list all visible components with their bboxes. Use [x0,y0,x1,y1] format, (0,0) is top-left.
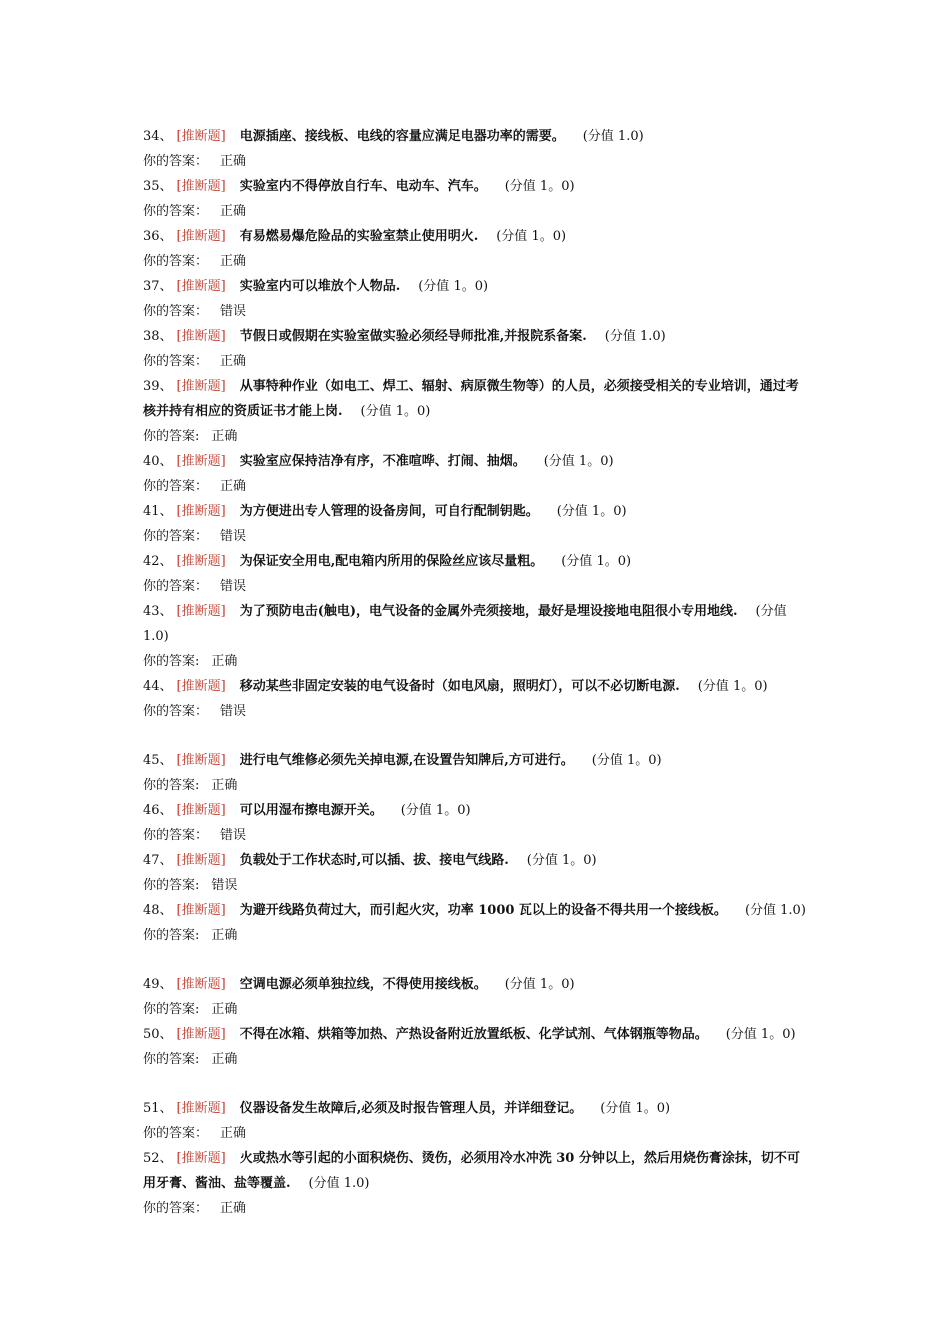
question-type-tag: [推断题] [176,753,226,768]
question-number: 40、 [143,454,173,469]
question-item [143,324,808,374]
question-score: (分值 1.0) [744,903,806,918]
question-type-tag: [推断题] [176,229,226,244]
question-type-tag: [推断题] [176,554,226,569]
question-score: (分值 1.0) [143,604,787,644]
answer-line [143,873,808,898]
question-number: 39、 [143,379,173,394]
answer-value: 正确 [211,1002,238,1017]
answer-value: 错误 [220,828,247,843]
question-number: 48、 [143,903,173,918]
question-score: (分值 1。0) [360,404,431,419]
answer-label: 你的答案： [143,1126,209,1141]
question-stem: 不得在冰箱、烘箱等加热、产热设备附近放置纸板、化学试剂、气体钢瓶等物品。 [239,1027,708,1042]
question-stem: 空调电源必须单独拉线，不得使用接线板。 [239,977,487,992]
question-line [143,1022,808,1047]
question-line [143,449,808,474]
question-stem: 可以用湿布擦电源开关。 [239,803,383,818]
answer-value: 错误 [220,704,247,719]
question-number: 42、 [143,554,173,569]
answer-value: 错误 [220,529,247,544]
question-item [143,224,808,274]
question-number: 50、 [143,1027,173,1042]
question-stem: 从事特种作业（如电工、焊工、辐射、病原微生物等）的人员，必须接受相关的专业培训，通过考核并持有相应的资质证书才能上岗. [143,379,799,419]
answer-label: 你的答案: [143,429,200,444]
question-type-tag: [推断题] [176,803,226,818]
question-number: 43、 [143,604,173,619]
answer-value: 正确 [220,1126,247,1141]
question-type-tag: [推断题] [176,903,226,918]
answer-value: 正确 [211,1052,238,1067]
question-score: (分值 1。0) [504,977,575,992]
question-score: (分值 1。0) [543,454,614,469]
answer-label: 你的答案: [143,928,200,943]
answer-value: 正确 [220,254,247,269]
question-stem: 为避开线路负荷过大，而引起火灾，功率 1000 瓦以上的设备不得共用一个接线板。 [239,903,727,918]
answer-line [143,524,808,549]
question-number: 46、 [143,803,173,818]
question-line [143,324,808,349]
question-number: 35、 [143,179,173,194]
question-score: (分值 1。0) [504,179,575,194]
question-line [143,374,808,424]
answer-line [143,1196,808,1221]
question-stem: 节假日或假期在实验室做实验必须经导师批准,并报院系备案. [239,329,587,344]
question-number: 38、 [143,329,173,344]
question-type-tag: [推断题] [176,179,226,194]
question-line [143,972,808,997]
question-item [143,848,808,898]
answer-label: 你的答案: [143,1002,200,1017]
question-line [143,124,808,149]
question-type-tag: [推断题] [176,454,226,469]
question-type-tag: [推断题] [176,129,226,144]
answer-value: 正确 [220,1201,247,1216]
answer-label: 你的答案： [143,479,209,494]
answer-label: 你的答案： [143,704,209,719]
question-type-tag: [推断题] [176,977,226,992]
answer-line [143,149,808,174]
question-score: (分值 1.0) [308,1176,370,1191]
question-number: 49、 [143,977,173,992]
question-line [143,549,808,574]
question-item [143,972,808,1022]
answer-value: 正确 [211,429,238,444]
question-score: (分值 1。0) [561,554,632,569]
question-stem: 移动某些非固定安装的电气设备时（如电风扇，照明灯），可以不必切断电源. [239,679,680,694]
question-number: 51、 [143,1101,173,1116]
answer-label: 你的答案： [143,1201,209,1216]
answer-label: 你的答案： [143,154,209,169]
question-line [143,748,808,773]
answer-value: 正确 [220,479,247,494]
answer-value: 错误 [211,878,238,893]
question-number: 45、 [143,753,173,768]
question-type-tag: [推断题] [176,504,226,519]
question-type-tag: [推断题] [176,279,226,294]
question-stem: 为方便进出专人管理的设备房间，可自行配制钥匙。 [239,504,539,519]
question-stem: 实验室内不得停放自行车、电动车、汽车。 [239,179,487,194]
question-item [143,748,808,798]
answer-line [143,1047,808,1072]
question-line [143,174,808,199]
answer-line [143,699,808,724]
answer-label: 你的答案: [143,1052,200,1067]
question-number: 36、 [143,229,173,244]
answer-line [143,923,808,948]
answer-line [143,773,808,798]
question-score: (分值 1。0) [600,1101,671,1116]
answer-line [143,299,808,324]
answer-line [143,1121,808,1146]
question-type-tag: [推断题] [176,1101,226,1116]
question-type-tag: [推断题] [176,604,226,619]
answer-value: 错误 [220,579,247,594]
question-stem: 实验室应保持洁净有序，不准喧哗、打闹、抽烟。 [239,454,526,469]
question-line [143,898,808,923]
question-stem: 进行电气维修必须先关掉电源,在设置告知牌后,方可进行。 [239,753,574,768]
question-line [143,674,808,699]
answer-label: 你的答案： [143,254,209,269]
question-line [143,274,808,299]
answer-line [143,199,808,224]
answer-label: 你的答案： [143,354,209,369]
question-stem: 电源插座、接线板、电线的容量应满足电器功率的需要。 [239,129,565,144]
question-stem: 实验室内可以堆放个人物品. [239,279,401,294]
question-line [143,1146,808,1196]
question-number: 37、 [143,279,173,294]
answer-value: 正确 [211,778,238,793]
question-score: (分值 1。0) [418,279,489,294]
answer-line [143,474,808,499]
answer-value: 错误 [220,304,247,319]
question-type-tag: [推断题] [176,379,226,394]
question-stem: 有易燃易爆危险品的实验室禁止使用明火. [239,229,479,244]
question-stem: 为保证安全用电,配电箱内所用的保险丝应该尽量粗。 [239,554,544,569]
question-item [143,798,808,848]
question-number: 44、 [143,679,173,694]
answer-line [143,424,808,449]
answer-value: 正确 [220,354,247,369]
question-score: (分值 1。0) [697,679,768,694]
answer-value: 正确 [211,654,238,669]
question-type-tag: [推断题] [176,1027,226,1042]
answer-value: 正确 [220,154,247,169]
question-score: (分值 1。0) [400,803,471,818]
question-score: (分值 1。0) [526,853,597,868]
question-stem: 为了预防电击(触电)，电气设备的金属外壳须接地，最好是埋设接地电阻很小专用地线. [239,604,738,619]
question-item [143,374,808,449]
question-type-tag: [推断题] [176,1151,226,1166]
question-type-tag: [推断题] [176,853,226,868]
answer-label: 你的答案： [143,304,209,319]
question-item [143,674,808,724]
question-item [143,898,808,948]
question-item [143,1022,808,1072]
answer-label: 你的答案: [143,878,200,893]
answer-value: 正确 [220,204,247,219]
question-score: (分值 1.0) [604,329,666,344]
answer-label: 你的答案: [143,654,200,669]
question-number: 41、 [143,504,173,519]
answer-line [143,823,808,848]
question-item [143,174,808,224]
question-score: (分值 1。0) [496,229,567,244]
question-item [143,549,808,599]
answer-line [143,249,808,274]
question-type-tag: [推断题] [176,679,226,694]
question-score: (分值 1。0) [591,753,662,768]
answer-label: 你的答案： [143,579,209,594]
question-line [143,224,808,249]
question-number: 34、 [143,129,173,144]
answer-label: 你的答案: [143,778,200,793]
question-stem: 火或热水等引起的小面积烧伤、烫伤，必须用冷水冲洗 30 分钟以上，然后用烧伤膏涂抹，切不可用牙膏、酱油、盐等覆盖. [143,1151,800,1191]
answer-line [143,574,808,599]
answer-line [143,997,808,1022]
question-score: (分值 1。0) [556,504,627,519]
question-number: 52、 [143,1151,173,1166]
answer-line [143,649,808,674]
question-item [143,449,808,499]
answer-label: 你的答案： [143,828,209,843]
question-item [143,1096,808,1146]
question-line [143,848,808,873]
question-type-tag: [推断题] [176,329,226,344]
question-item [143,274,808,324]
answer-label: 你的答案： [143,204,209,219]
answer-label: 你的答案： [143,529,209,544]
question-item [143,599,808,674]
question-line [143,1096,808,1121]
question-item [143,1146,808,1221]
question-line [143,599,808,649]
question-item [143,499,808,549]
question-score: (分值 1。0) [725,1027,796,1042]
question-line [143,499,808,524]
question-number: 47、 [143,853,173,868]
question-item [143,124,808,174]
question-score: (分值 1.0) [582,129,644,144]
question-line [143,798,808,823]
answer-value: 正确 [211,928,238,943]
question-stem: 负载处于工作状态时,可以插、拔、接电气线路. [239,853,509,868]
answer-line [143,349,808,374]
question-stem: 仪器设备发生故障后,必须及时报告管理人员，并详细登记。 [239,1101,583,1116]
